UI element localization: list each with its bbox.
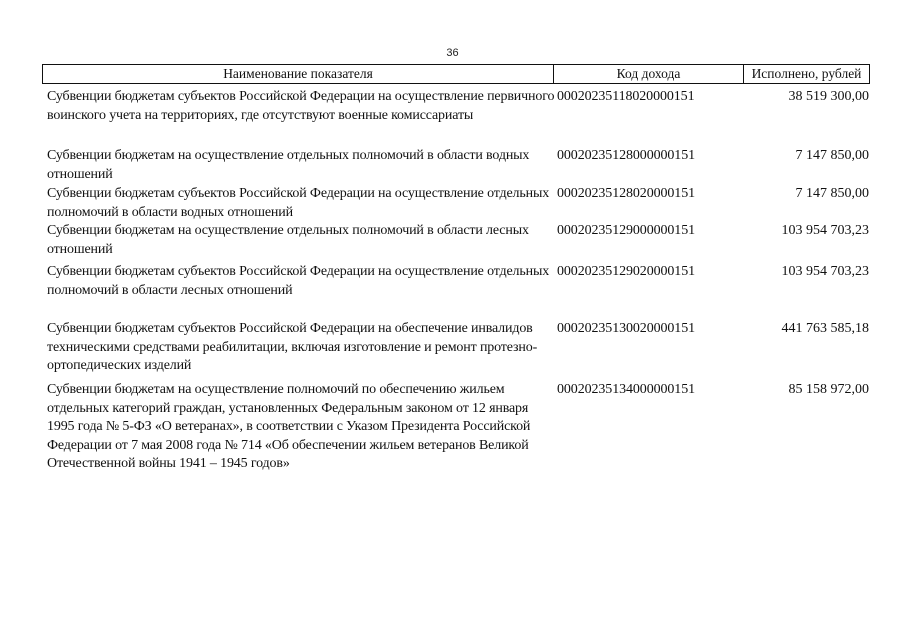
header-code: Код дохода xyxy=(553,65,743,83)
row-amount: 85 158 972,00 xyxy=(788,382,869,397)
row-name: Субвенции бюджетам на осуществление отдельных полномочий в области водных отношений xyxy=(47,148,530,182)
header-amount: Исполнено, рублей xyxy=(743,65,869,83)
row-name: Субвенции бюджетам субъектов Российской Федерации на осуществление отдельных полномочий в области лесных отношений xyxy=(47,264,550,298)
row-code: 00020235130020000151 xyxy=(557,321,696,336)
row-amount: 441 763 585,18 xyxy=(781,321,869,336)
row-name: Субвенции бюджетам субъектов Российской Федерации на осуществление первичного воинского учета на территориях, где отсутствуют военные комиссариаты xyxy=(47,89,555,123)
row-code: 00020235118020000151 xyxy=(557,89,695,104)
row-amount: 38 519 300,00 xyxy=(788,89,869,104)
row-name: Субвенции бюджетам субъектов Российской Федерации на осуществление отдельных полномочий в области водных отношений xyxy=(47,186,550,220)
row-name: Субвенции бюджетам на осуществление отдельных полномочий в области лесных отношений xyxy=(47,223,529,257)
header-name: Наименование показателя xyxy=(223,66,373,82)
row-amount: 7 147 850,00 xyxy=(795,148,869,163)
row-code: 00020235128000000151 xyxy=(557,148,696,163)
row-code: 00020235128020000151 xyxy=(557,186,696,201)
row-name: Субвенции бюджетам на осуществление полномочий по обеспечению жильем отдельных категорий граждан, установленных Федеральным законом от 12 января 1995 года № 5-ФЗ «О ветеранах», в соответствии с Указом Президента Российской Федерации от 7 мая 2008 года № 714 «Об обеспечении жильем ветеранов Великой Отечественной войны 1941 – 1945 годов» xyxy=(47,382,531,471)
row-amount: 103 954 703,23 xyxy=(781,223,869,238)
row-amount: 7 147 850,00 xyxy=(795,186,869,201)
page-number: 36 xyxy=(446,47,459,59)
row-name: Субвенции бюджетам субъектов Российской Федерации на обеспечение инвалидов техническими средствами реабилитации, включая изготовление и ремонт протезно-ортопедических изделий xyxy=(47,321,538,373)
row-code: 00020235129020000151 xyxy=(557,264,696,279)
table-header xyxy=(42,64,870,84)
row-code: 00020235129000000151 xyxy=(557,223,696,238)
row-amount: 103 954 703,23 xyxy=(781,264,869,279)
row-code: 00020235134000000151 xyxy=(557,382,696,397)
